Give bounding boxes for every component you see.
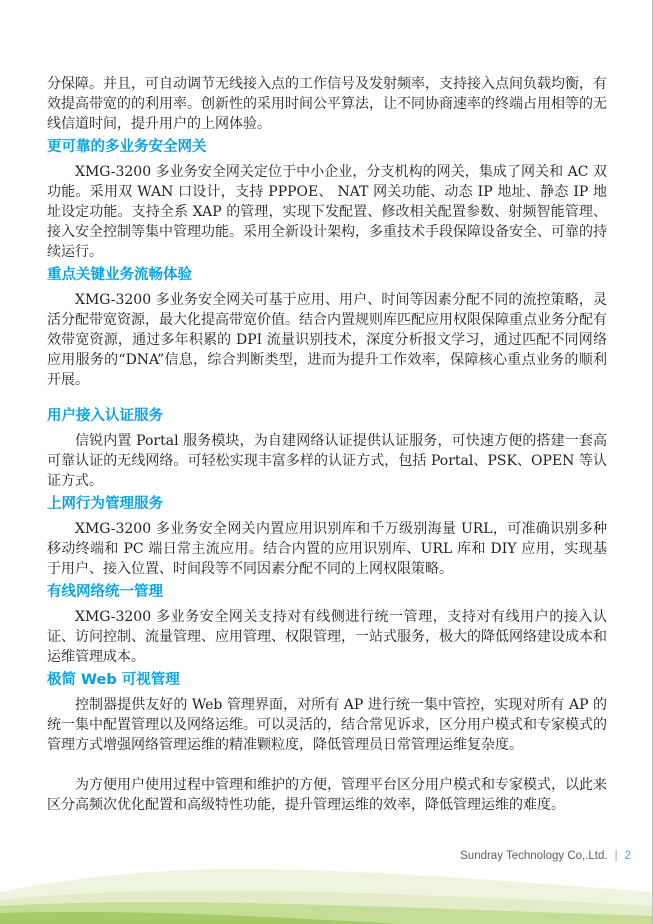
section-paragraph: XMG-3200 多业务安全网关定位于中小企业，分支机构的网关，集成了网关和 AC 双功能。采用双 WAN 口设计，支持 PPPOE、 NAT 网关功能、动态 IP 地址、静态 IP 地址设定功能。支持全系 XAP 的管理，实现下发配置、修改相关配置参数、射频智能管理、 接入安全控制等集中管理功能。采用全新设计架构，多重技术手段保障设备安全、可靠的持续运行。 <box>47 164 607 260</box>
company-name: Sundray Technology Co,.Ltd. <box>460 850 608 862</box>
page-content <box>47 74 607 815</box>
section-heading: 上网行为管理服务 <box>47 496 163 512</box>
decorative-green-waves <box>0 860 653 924</box>
section-reliable-gateway <box>47 137 607 262</box>
section-behavior-management <box>47 494 607 579</box>
section-paragraph: XMG-3200 多业务安全网关可基于应用、用户、时间等因素分配不同的流控策略，灵活分配带宽资源，最大化提高带宽价值。结合内置规则库匹配应用权限保障重点业务分配有效带宽资源，通过多年积累的 DPI 流量识别技术，深度分析报文学习，通过匹配不同网络应用服务的“DNA”信息，综合判断类型，进而为提升工作效率，保障核心重点业务的顺利开展。 <box>47 292 607 388</box>
footer-separator: | <box>614 850 618 862</box>
section-paragraph: 信锐内置 Portal 服务模块，为自建网络认证提供认证服务，可快速方便的搭建一套高可靠认证的无线网络。可轻松实现丰富多样的认证方式，包括 Portal、PSK、OPEN 等认证方式。 <box>47 433 607 489</box>
section-paragraph: XMG-3200 多业务安全网关内置应用识别库和千万级别海量 URL，可准确识别多种移动终端和 PC 端日常主流应用。结合内置的应用识别库、URL 库和 DIY 应用，实现基于用户、接入位置、时间段等不同因素分配不同的上网权限策略。 <box>47 521 607 577</box>
section-paragraph: 控制器提供友好的 Web 管理界面，对所有 AP 进行统一集中管控，实现对所有 AP 的统一集中配置管理以及网络运维。可以灵活的，结合常见诉求，区分用户模式和专家模式的管理方式增强网络管理运维的精准颗粒度，降低管理员日常管理运维复杂度。 <box>47 697 607 753</box>
page-footer <box>460 850 631 862</box>
section-user-auth <box>47 406 607 491</box>
section-heading: 极简 Web 可视管理 <box>47 672 180 688</box>
section-paragraph: XMG-3200 多业务安全网关支持对有线侧进行统一管理，支持对有线用户的接入认证、访问控制、流量管理、应用管理、权限管理，一站式服务，极大的降低网络建设成本和运维管理成本。 <box>47 609 607 665</box>
section-web-management <box>47 670 607 755</box>
section-heading: 重点关键业务流畅体验 <box>47 267 192 283</box>
closing-paragraph: 为方便用户使用过程中管理和维护的方便，管理平台区分用户模式和专家模式，以此来区分高频次优化配置和高级特性功能，提升管理运维的效率，降低管理运维的难度。 <box>47 777 607 813</box>
page-number: 2 <box>624 850 631 862</box>
intro-paragraph: 分保障。并且，可自动调节无线接入点的工作信号及发射频率，支持接入点间负载均衡，有效提高带宽的的利用率。创新性的采用时间公平算法，让不同协商速率的终端占用相等的无线信道时间，提升用户的上网体验。 <box>47 76 607 132</box>
section-heading: 更可靠的多业务安全网关 <box>47 139 207 155</box>
section-heading: 有线网络统一管理 <box>47 584 163 600</box>
section-key-business <box>47 265 607 390</box>
section-heading: 用户接入认证服务 <box>47 408 163 424</box>
section-wired-management <box>47 582 607 667</box>
